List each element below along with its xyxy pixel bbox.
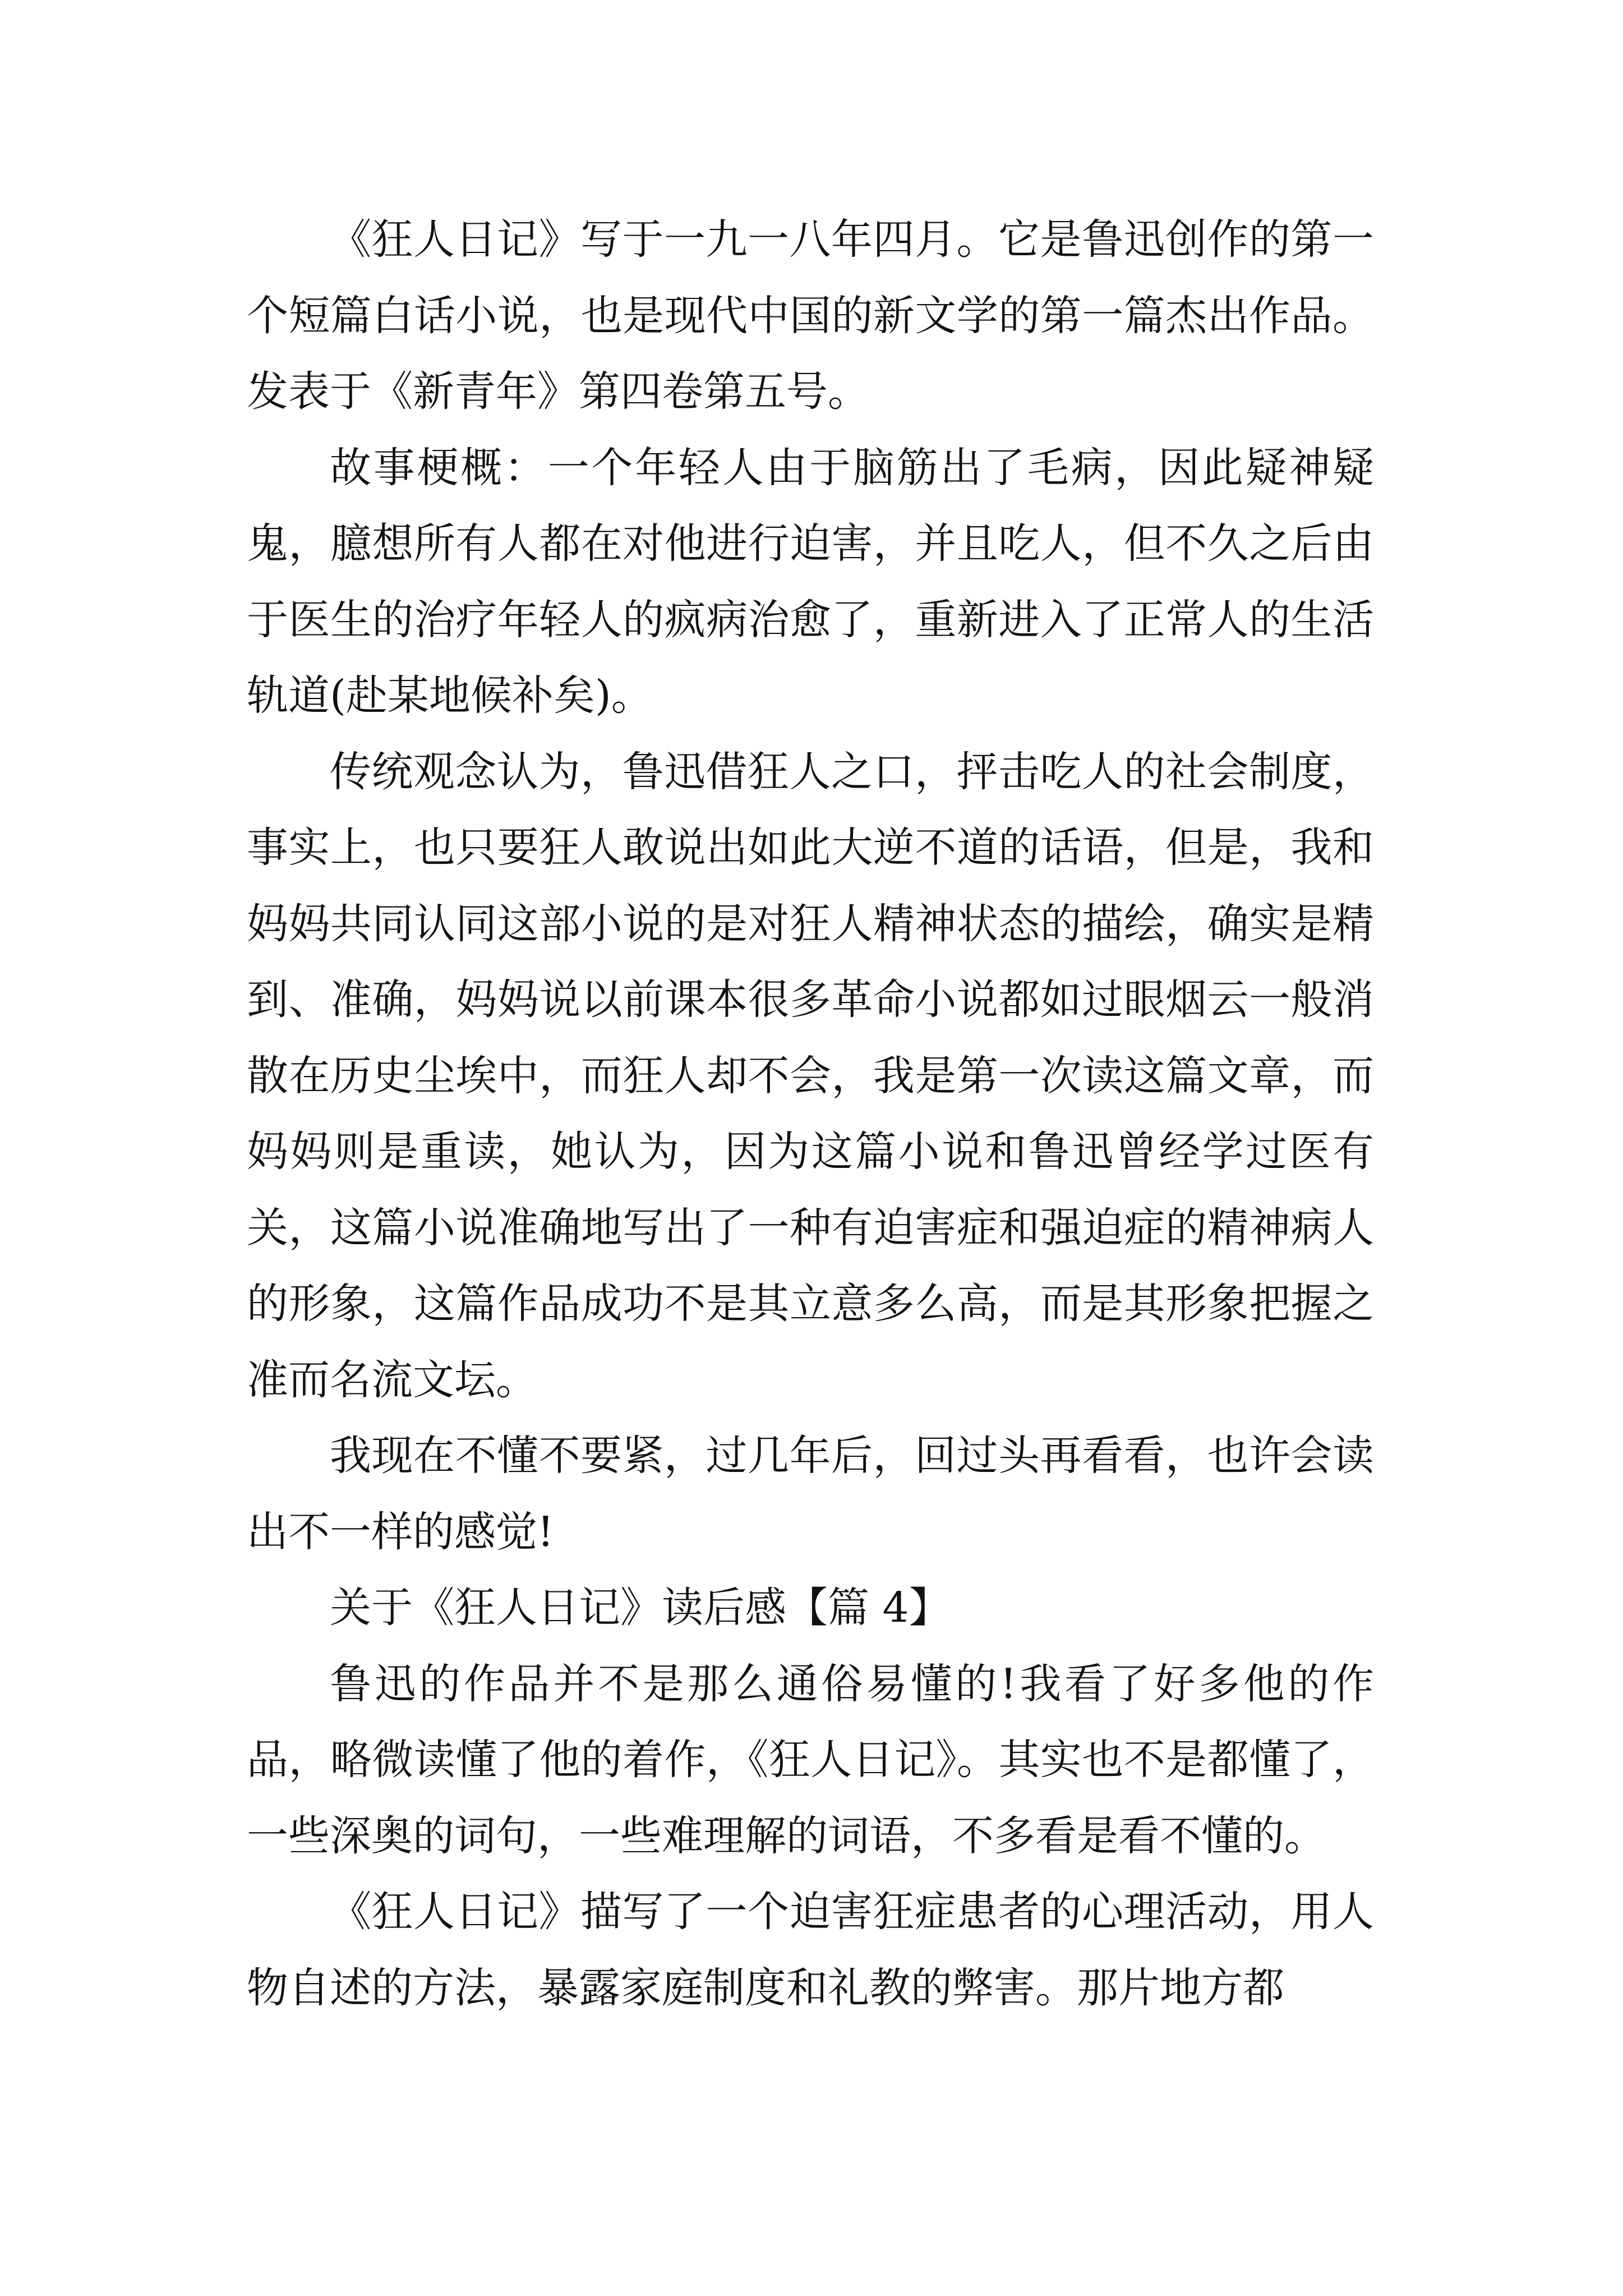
paragraph-reflection: 我现在不懂不要紧，过几年后，回过头再看看，也许会读出不一样的感觉! — [247, 1432, 1374, 1556]
paragraph-traditional-view: 传统观念认为，鲁迅借狂人之口，抨击吃人的社会制度，事实上，也只要狂人敢说出如此大逆不道的话语，但是，我和妈妈共同认同这部小说的是对狂人精神状态的描绘，确实是精到、准确，妈妈说以前课本很多革命小说都如过眼烟云一般消散在历史尘埃中，而狂人却不会，我是第一次读这篇文章，而妈妈则是重读，她认为，因为这篇小说和鲁迅曾经学过医有关，这篇小说准确地写出了一种有迫害症和强迫症的精神病人的形象，这篇作品成功不是其立意多么高，而是其形象把握之准而名流文坛。 — [247, 747, 1374, 1404]
paragraph-synopsis: 故事梗概：一个年轻人由于脑筋出了毛病，因此疑神疑鬼，臆想所有人都在对他进行迫害，并且吃人，但不久之后由于医生的治疗年轻人的疯病治愈了，重新进入了正常人的生活轨道(赴某地候补矣)。 — [247, 443, 1374, 720]
paragraph-intro: 《狂人日记》写于一九一八年四月。它是鲁迅创作的第一个短篇白话小说，也是现代中国的新文学的第一篇杰出作品。发表于《新青年》第四卷第五号。 — [247, 215, 1374, 416]
paragraph-description: 《狂人日记》描写了一个迫害狂症患者的心理活动，用人物自述的方法，暴露家庭制度和礼教的弊害。那片地方都 — [247, 1888, 1374, 2012]
paragraph-works: 鲁迅的作品并不是那么通俗易懂的!我看了好多他的作品，略微读懂了他的着作，《狂人日记》。其实也不是都懂了，一些深奥的词句，一些难理解的词语，不多看是看不懂的。 — [247, 1659, 1374, 1860]
document-body — [247, 202, 1374, 2026]
section-heading: 关于《狂人日记》读后感【篇 4】 — [330, 1584, 951, 1632]
